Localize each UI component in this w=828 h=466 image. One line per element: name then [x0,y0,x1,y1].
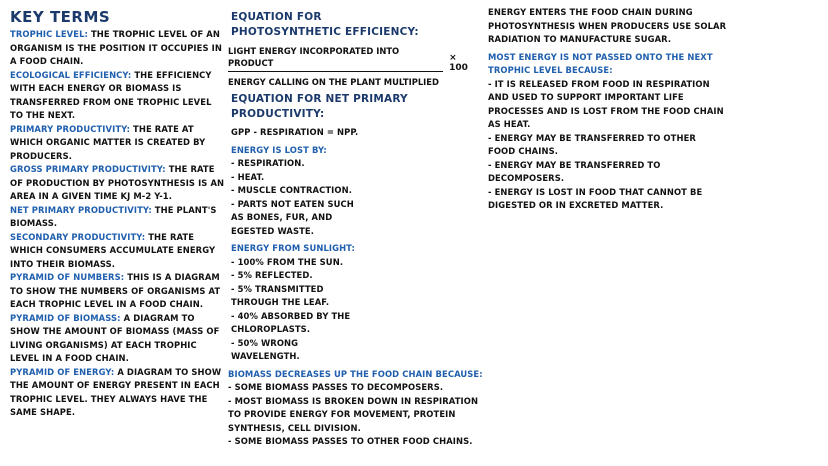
equations-column [228,10,483,449]
npp-section: EQUATION FOR NET PRIMARY PRODUCTIVITY: GPP - RESPIRATION = NPP. [228,92,478,140]
energy-sunlight-heading: ENERGY FROM SUNLIGHT: [231,243,355,253]
term-label: PRIMARY PRODUCTIVITY: [10,123,131,134]
efficiency-equation [228,45,478,88]
key-terms-column [10,8,225,420]
term-label: SECONDARY PRODUCTIVITY: [10,231,146,242]
term-label: ECOLOGICAL EFFICIENCY: [10,69,132,80]
term-label: TROPHIC LEVEL: [10,29,88,39]
npp-equation: GPP - RESPIRATION = NPP. [231,127,359,137]
term-label: PYRAMID OF NUMBERS: [10,272,125,282]
term-pyramid-of-energy: PYRAMID OF ENERGY: A DIAGRAM TO SHOW THE AMOUNT OF ENERGY PRESENT IN EACH TROPHIC LEVEL. THEY ALWAYS HAVE THE SAME SHAPE. [10,366,222,417]
term-pyramid-of-biomass: PYRAMID OF BIOMASS: A DIAGRAM TO SHOW THE AMOUNT OF BIOMASS (MASS OF LIVING ORGANISMS) AT EACH TROPHIC LEVEL IN A FOOD CHAIN. [10,312,220,363]
energy-enters-section: ENERGY ENTERS THE FOOD CHAIN DURING PHOTOSYNTHESIS WHEN PRODUCERS USE SOLAR RADIATION TO MANUFACTURE SUGAR. [488,7,727,44]
term-trophic-level: TROPHIC LEVEL: THE TROPHIC LEVEL OF AN ORGANISM IS THE POSITION IT OCCUPIES IN A FOOD CHAIN. [10,29,222,66]
key-terms-title: KEY TERMS [10,8,111,26]
term-label: PYRAMID OF ENERGY: [10,366,115,377]
not-passed-heading: MOST ENERGY IS NOT PASSED ONTO THE NEXT [488,51,713,62]
term-primary-productivity: PRIMARY PRODUCTIVITY: THE RATE AT WHICH ORGANIC MATTER IS CREATED BY PRODUCERS. [10,123,206,161]
term-gross-primary-productivity: GROSS PRIMARY PRODUCTIVITY: THE RATE OF PRODUCTION BY PHOTOSYNTHESIS IS AN AREA IN A GIVEN TIME KJ M-2 Y-1. [10,164,225,201]
equation-numerator: LIGHT ENERGY INCORPORATED INTO PRODUCT [228,45,443,72]
term-label: GROSS PRIMARY PRODUCTIVITY: [10,164,166,174]
energy-lost-heading: ENERGY IS LOST BY: [231,144,327,155]
term-pyramid-of-numbers: PYRAMID OF NUMBERS: THIS IS A DIAGRAM TO SHOW THE NUMBERS OF ORGANISMS AT EACH TROPHIC LEVEL IN A FOOD CHAIN. [10,272,221,309]
equation-multiplier: × 100 [449,52,468,73]
energy-lost-section: ENERGY IS LOST BY: - RESPIRATION. - HEAT. - MUSCLE CONTRACTION. - PARTS NOT EATEN SUCH AS BONES, FUR, AND EGESTED WASTE. [231,144,478,239]
equation-denominator: ENERGY CALLING ON THE PLANT MULTIPLIED [228,77,439,87]
biomass-decreases-section: BIOMASS DECREASES UP THE FOOD CHAIN BECAUSE: - SOME BIOMASS PASSES TO DECOMPOSERS. - MOST BIOMASS IS BROKEN DOWN IN RESPIRATION TO PROVIDE ENERGY FOR MOVEMENT, PROTEIN SYNTHESIS, CELL DIVISION. - SOME BIOMASS PASSES TO OTHER FOOD CHAINS. [228,368,483,446]
photosynthetic-efficiency-heading: EQUATION FOR [231,11,322,23]
term-label: PYRAMID OF BIOMASS: [10,312,121,323]
biomass-decreases-heading: BIOMASS DECREASES UP THE FOOD CHAIN BECAUSE: [228,368,483,379]
photosynthetic-efficiency-section: EQUATION FOR PHOTOSYNTHETIC EFFICIENCY: $\frac{\text{LIGHT ENERGY INCORPORATED INTO PRODUCT}}{\text{ENERGY CALLING ON THE PLANT MULTIPLIED}}$ × 100 [228,10,478,88]
term-secondary-productivity: SECONDARY PRODUCTIVITY: THE RATE WHICH CONSUMERS ACCUMULATE ENERGY INTO THEIR BIOMASS. [10,231,216,269]
energy-sunlight-section: ENERGY FROM SUNLIGHT: - 100% FROM THE SUN. - 5% REFLECTED. - 5% TRANSMITTED THROUGH THE LEAF. - 40% ABSORBED BY THE CHLOROPLASTS. - 50% WRONG WAVELENGTH. [231,242,478,364]
energy-flow-column [488,6,727,213]
not-passed-section: MOST ENERGY IS NOT PASSED ONTO THE NEXT TROPHIC LEVEL BECAUSE: - IT IS RELEASED FROM FOOD IN RESPIRATION AND USED TO SUPPORT IMPORTANT LIFE PROCESSES AND IS LOST FROM THE FOOD CHAIN AS HEAT. - ENERGY MAY BE TRANSFERRED TO OTHER FOOD CHAINS. - ENERGY MAY BE TRANSFERRED TO DECOMPOSERS. - ENERGY IS LOST IN FOOD THAT CANNOT BE DIGESTED OR IN EXCRETED MATTER. [488,51,724,210]
term-net-primary-productivity: NET PRIMARY PRODUCTIVITY: THE PLANT'S BIOMASS. [10,204,217,228]
npp-heading: EQUATION FOR NET PRIMARY [231,93,408,105]
term-ecological-efficiency: ECOLOGICAL EFFICIENCY: THE EFFICIENCY WITH EACH ENERGY OR BIOMASS IS TRANSFERRED FROM ONE TROPHIC LEVEL TO THE NEXT. [10,69,212,120]
term-label: NET PRIMARY PRODUCTIVITY: [10,204,152,215]
